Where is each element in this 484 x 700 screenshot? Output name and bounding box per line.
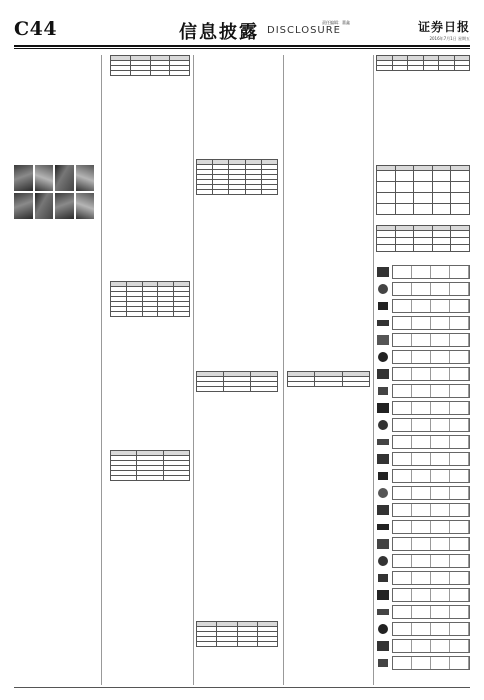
- tag-row: [376, 503, 470, 517]
- product-tag-icon: [376, 504, 390, 516]
- product-photo: [76, 193, 95, 219]
- product-photo: [55, 193, 74, 219]
- data-table: [376, 165, 470, 215]
- data-table: [196, 159, 278, 195]
- product-photo: [55, 165, 74, 191]
- tag-row: [376, 316, 470, 330]
- tag-row: [376, 520, 470, 534]
- data-table: [376, 225, 470, 252]
- body-text: [110, 317, 190, 442]
- data-table: [196, 621, 278, 647]
- body-text: [376, 71, 470, 161]
- tag-row: [376, 554, 470, 568]
- tag-row: [376, 452, 470, 466]
- data-table: [287, 371, 370, 387]
- product-tag-icon: [376, 470, 390, 482]
- tag-row: [376, 469, 470, 483]
- tag-row: [376, 435, 470, 449]
- product-tag-icon: [376, 657, 390, 669]
- column-divider: [283, 55, 284, 685]
- tag-row: [376, 605, 470, 619]
- product-tag-icon: [376, 300, 390, 312]
- data-table: [110, 281, 190, 317]
- product-tag-icon: [376, 487, 390, 499]
- product-tag-icon: [376, 453, 390, 465]
- paper-logo: 证券日报: [417, 20, 470, 34]
- product-tag-icon: [376, 555, 390, 567]
- tag-row: [376, 418, 470, 432]
- tag-row: [376, 367, 470, 381]
- column-1: [14, 55, 94, 685]
- issue-date: 2016年7月1日 星期五: [429, 36, 470, 41]
- column-divider: [193, 55, 194, 685]
- body-text: [14, 55, 94, 155]
- body-text: [196, 393, 278, 613]
- tag-row: [376, 639, 470, 653]
- product-photo: [35, 193, 54, 219]
- product-tag-icon: [376, 385, 390, 397]
- product-photo-grid: [14, 165, 94, 219]
- product-tag-icon: [376, 368, 390, 380]
- product-tag-icon: [376, 351, 390, 363]
- column-3: [196, 55, 278, 685]
- product-tag-icon: [376, 283, 390, 295]
- product-tag-icon: [376, 572, 390, 584]
- footer-rule: [14, 687, 470, 688]
- product-tag-icon: [376, 402, 390, 414]
- product-photo: [35, 165, 54, 191]
- product-tag-icon: [376, 589, 390, 601]
- tag-row: [376, 571, 470, 585]
- tag-row: [376, 622, 470, 636]
- product-tag-icon: [376, 640, 390, 652]
- tag-row: [376, 350, 470, 364]
- column-4: [287, 55, 370, 685]
- header-rule: [14, 45, 470, 47]
- product-photo: [76, 165, 95, 191]
- column-2: [110, 55, 190, 685]
- page-number: C44: [14, 18, 58, 40]
- tag-row: [376, 265, 470, 279]
- data-table: [110, 450, 190, 481]
- data-table: [376, 55, 470, 71]
- product-tag-icon: [376, 419, 390, 431]
- body-text: [196, 193, 278, 363]
- product-photo: [14, 165, 33, 191]
- product-tag-list: [376, 265, 470, 670]
- column-divider: [373, 55, 374, 685]
- product-tag-icon: [376, 334, 390, 346]
- data-table: [110, 55, 190, 76]
- product-photo: [14, 193, 33, 219]
- column-5: [376, 55, 470, 685]
- masthead-meta: [350, 18, 470, 42]
- section-title: 信息披露: [179, 22, 259, 43]
- tag-row: [376, 486, 470, 500]
- column-divider: [101, 55, 102, 685]
- product-tag-icon: [376, 606, 390, 618]
- tag-row: [376, 282, 470, 296]
- body-text: [287, 389, 370, 685]
- section-subtitle: DISCLOSURE: [267, 25, 341, 36]
- data-table: [196, 371, 278, 392]
- product-tag-icon: [376, 623, 390, 635]
- tag-row: [376, 333, 470, 347]
- product-tag-icon: [376, 521, 390, 533]
- tag-row: [376, 537, 470, 551]
- tag-row: [376, 588, 470, 602]
- body-text: [287, 55, 370, 365]
- product-tag-icon: [376, 538, 390, 550]
- product-tag-icon: [376, 317, 390, 329]
- body-text: [196, 55, 278, 155]
- editor-line: 责任编辑：董鑫: [322, 20, 350, 25]
- body-text: [110, 485, 190, 675]
- tag-row: [376, 384, 470, 398]
- tag-row: [376, 299, 470, 313]
- tag-row: [376, 401, 470, 415]
- page-header: [14, 16, 470, 46]
- body-text: [110, 77, 190, 267]
- body-text: [14, 230, 94, 675]
- tag-row: [376, 656, 470, 670]
- product-tag-icon: [376, 266, 390, 278]
- product-tag-icon: [376, 436, 390, 448]
- body-text: [196, 649, 278, 685]
- header-rule-thin: [14, 48, 470, 49]
